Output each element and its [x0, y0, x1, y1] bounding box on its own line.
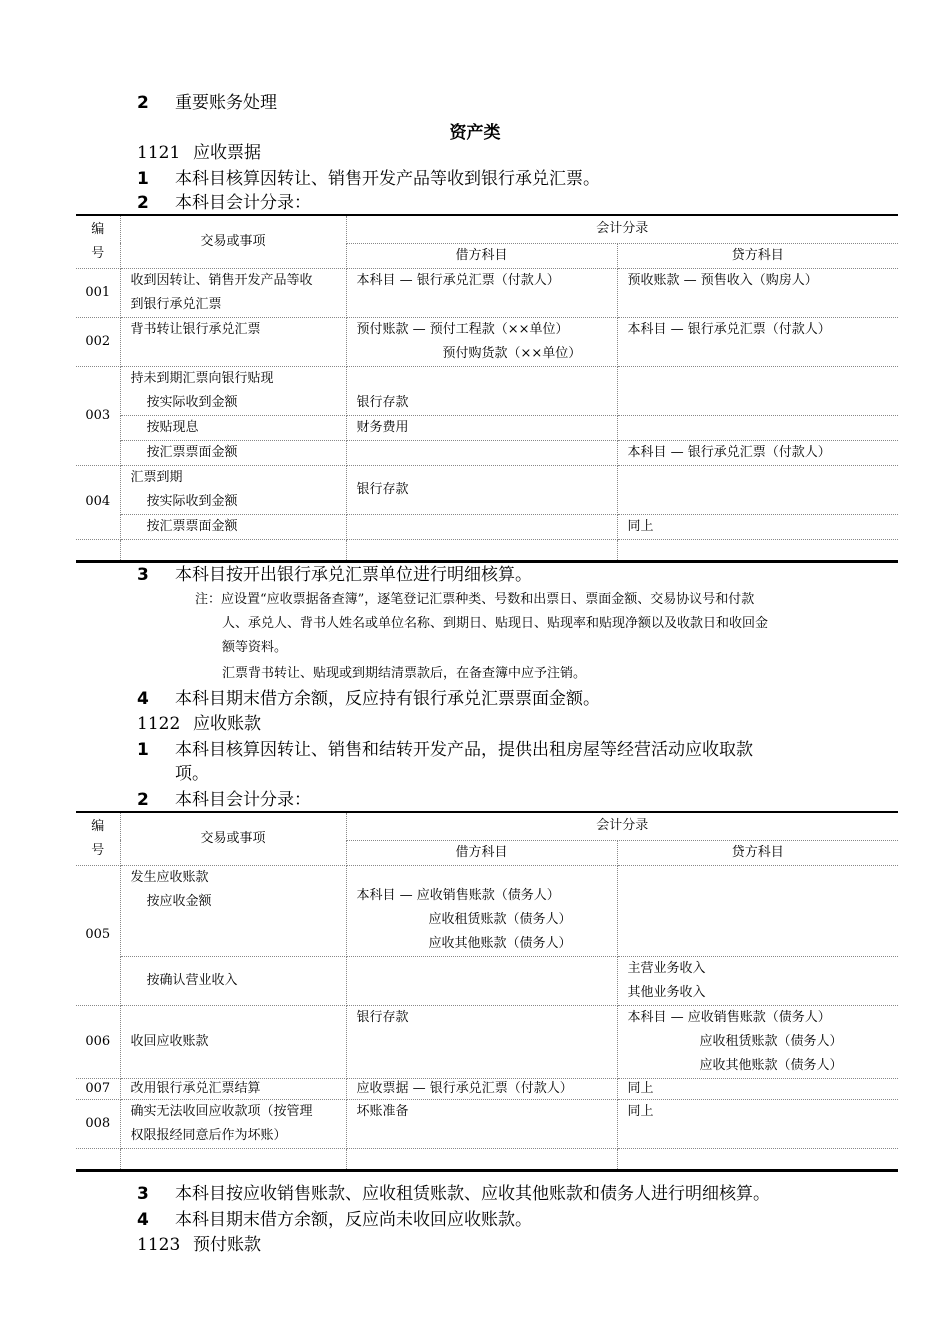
item-number: 2 [137, 193, 149, 213]
paragraph-text: 本科目会计分录： [175, 790, 311, 810]
table-row: 002 背书转让银行承兑汇票 预付账款 — 预付工程款（××单位） 预付购货款（××单位） 本科目 — 银行承兑汇票（付款人） [76, 317, 898, 366]
item-number: 3 [137, 565, 149, 585]
table-row: 007 改用银行承兑汇票结算 应收票据 — 银行承兑汇票（付款人） 同上 [76, 1078, 898, 1099]
account-1121-heading [137, 142, 261, 164]
paragraph [137, 789, 311, 811]
header-no: 编 号 [76, 215, 120, 268]
asset-category-title: 资产类 [449, 123, 501, 143]
account-name: 预付账款 [193, 1235, 261, 1255]
table-row: 005 发生应收账款 按应收金额 本科目 — 应收销售账款（债务人） 应收租赁账款（债务人） 应收其他账款（债务人） [76, 865, 898, 956]
note-line: 汇票背书转让、贴现或到期结清票款后，在备查簿中应予注销。 [222, 666, 587, 681]
paragraph-text: 本科目按开出银行承兑汇票单位进行明细核算。 [175, 565, 532, 585]
table-row: 003 持未到期汇票向银行贴现 按实际收到金额 银行存款 [76, 366, 898, 415]
header-credit: 贷方科目 [617, 840, 898, 865]
section-title: 重要账务处理 [175, 93, 277, 113]
header-credit: 贷方科目 [617, 243, 898, 268]
item-number: 3 [137, 1184, 149, 1204]
item-number: 2 [137, 790, 149, 810]
table-row [76, 539, 898, 561]
paragraph [137, 564, 532, 586]
paragraph-text: 本科目核算因转让、销售开发产品等收到银行承兑汇票。 [175, 169, 600, 189]
paragraph-continuation: 项。 [175, 764, 209, 784]
table-row: 按确认营业收入 主营业务收入 其他业务收入 [76, 956, 898, 1005]
item-number: 4 [137, 689, 149, 709]
paragraph [137, 1183, 770, 1205]
account-1123-heading [137, 1234, 261, 1256]
account-name: 应收票据 [193, 143, 261, 163]
table-row: 按汇票票面金额 同上 [76, 514, 898, 539]
item-number: 1 [137, 740, 149, 760]
paragraph [137, 192, 311, 214]
table-row: 按贴现息 财务费用 [76, 415, 898, 440]
item-number: 1 [137, 169, 149, 189]
table-row: 按汇票票面金额 本科目 — 银行承兑汇票（付款人） [76, 440, 898, 465]
section-heading [137, 92, 277, 114]
paragraph [137, 168, 600, 190]
table-row: 001 收到因转让、销售开发产品等收 到银行承兑汇票 本科目 — 银行承兑汇票（付款人） 预收账款 — 预售收入（购房人） [76, 268, 898, 317]
note-line: 注：应设置“应收票据备查簿”，逐笔登记汇票种类、号数和出票日、票面金额、交易协议号和付款 [195, 592, 755, 607]
account-code: 1122 [137, 714, 181, 734]
paragraph-text: 本科目期末借方余额，反应尚未收回应收账款。 [175, 1210, 532, 1230]
paragraph [137, 739, 753, 761]
paragraph [137, 1209, 532, 1231]
paragraph-text: 本科目核算因转让、销售和结转开发产品，提供出租房屋等经营活动应收取款 [175, 740, 753, 760]
header-item: 交易或事项 [120, 215, 346, 268]
header-entry: 会计分录 [346, 215, 898, 243]
paragraph-text: 本科目期末借方余额，反应持有银行承兑汇票票面金额。 [175, 689, 600, 709]
journal-entry-table-1122 [76, 811, 898, 1172]
header-entry: 会计分录 [346, 812, 898, 840]
header-item: 交易或事项 [120, 812, 346, 865]
table-row: 004 汇票到期 按实际收到金额 银行存款 [76, 465, 898, 514]
account-1122-heading [137, 713, 261, 735]
table-row [76, 1148, 898, 1170]
header-debit: 借方科目 [346, 243, 617, 268]
paragraph-text: 本科目会计分录： [175, 193, 311, 213]
item-number: 4 [137, 1210, 149, 1230]
paragraph [137, 688, 600, 710]
account-name: 应收账款 [193, 714, 261, 734]
section-number: 2 [137, 93, 149, 113]
journal-entry-table-1121 [76, 214, 898, 563]
table-row: 008 确实无法收回应收款项（按管理 权限报经同意后作为坏账） 坏账准备 同上 [76, 1099, 898, 1148]
paragraph-text: 本科目按应收销售账款、应收租赁账款、应收其他账款和债务人进行明细核算。 [175, 1184, 770, 1204]
note-line: 额等资料。 [222, 640, 288, 655]
header-no: 编 号 [76, 812, 120, 865]
note-line: 人、承兑人、背书人姓名或单位名称、到期日、贴现日、贴现率和贴现净额以及收款日和收回金 [222, 616, 769, 631]
header-debit: 借方科目 [346, 840, 617, 865]
table-row: 006 收回应收账款 银行存款 本科目 — 应收销售账款（债务人） 应收租赁账款（债务人） 应收其他账款（债务人） [76, 1005, 898, 1078]
account-code: 1121 [137, 143, 181, 163]
account-code: 1123 [137, 1235, 181, 1255]
